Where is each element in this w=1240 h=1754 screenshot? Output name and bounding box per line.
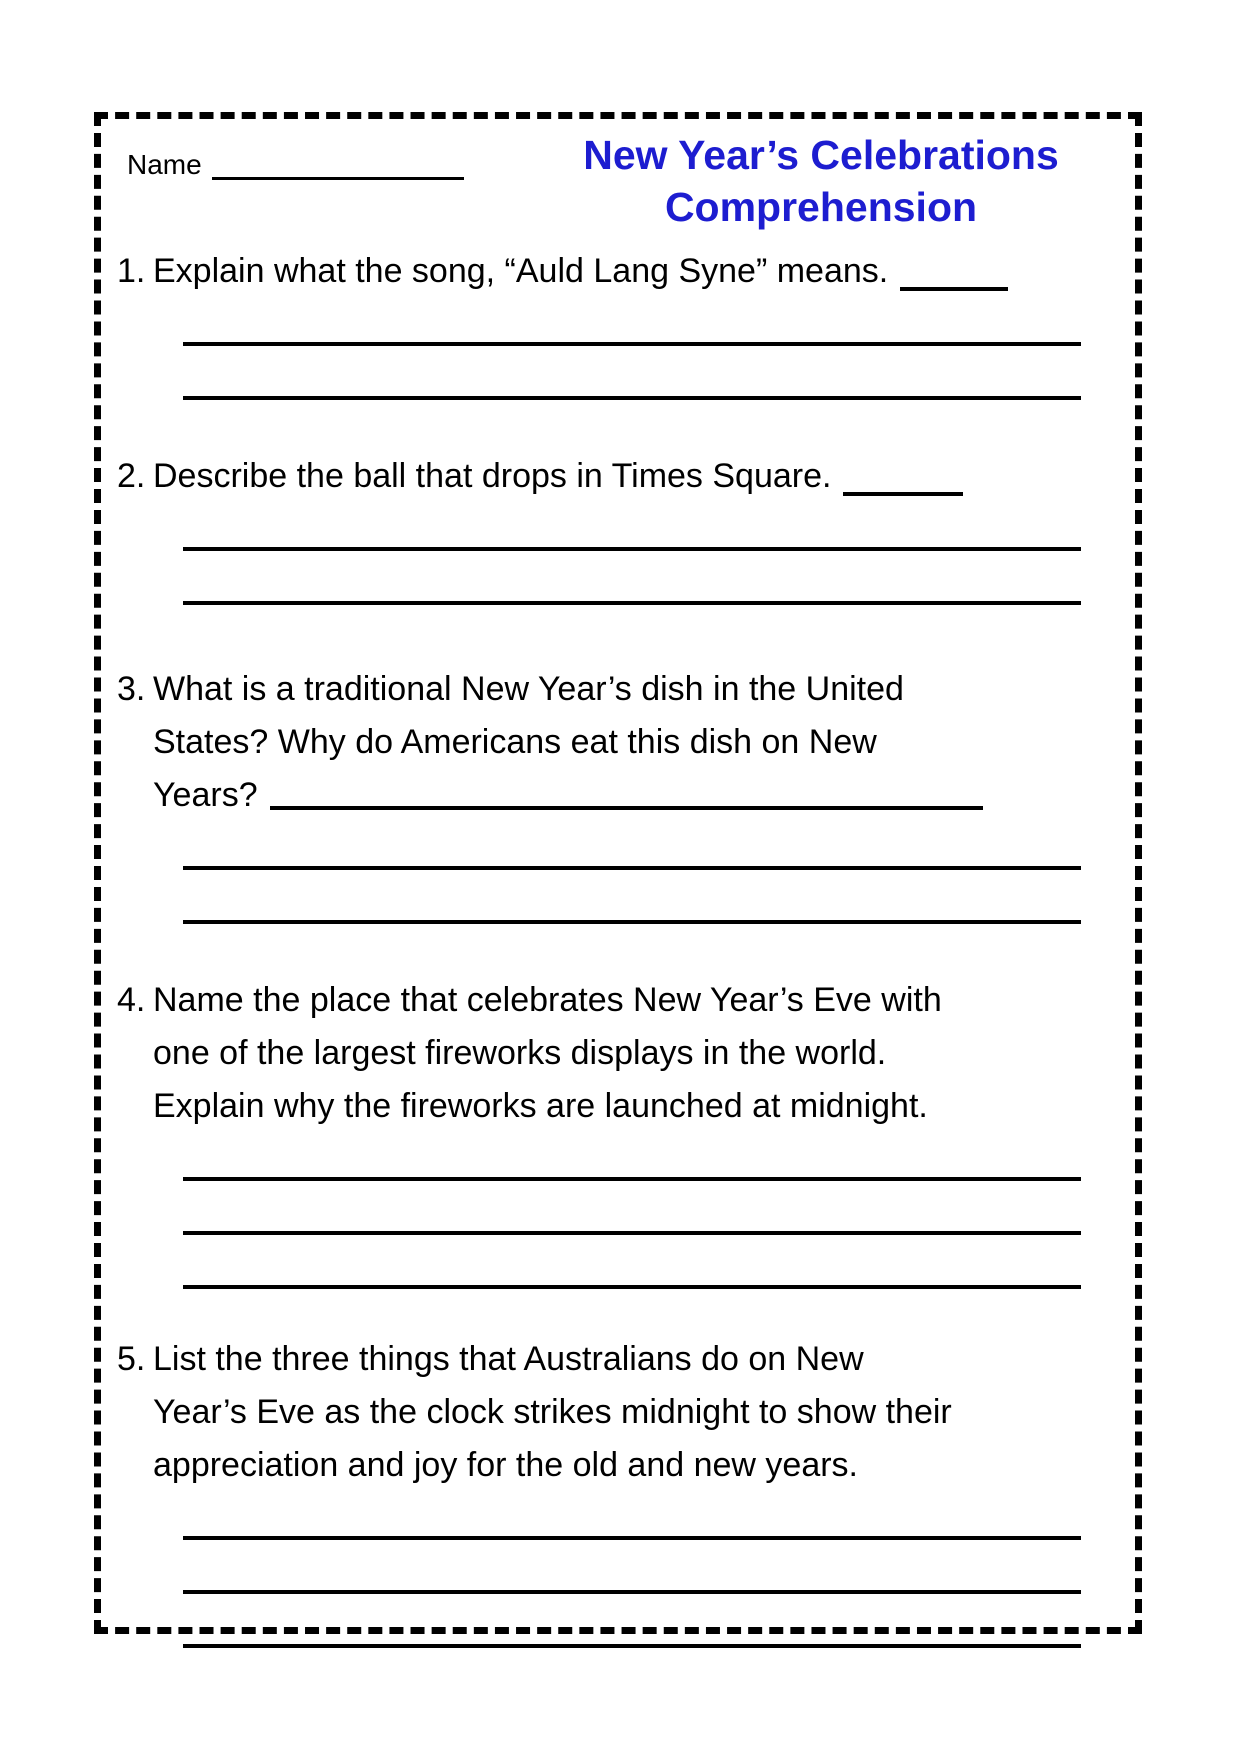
question-text-lines xyxy=(153,974,1105,1133)
name-label: Name xyxy=(127,149,202,180)
worksheet-title-line2: Comprehension xyxy=(664,184,978,230)
question-list xyxy=(115,245,1121,1648)
answer-line xyxy=(183,1492,1081,1540)
question-text: Explain what the song, “Auld Lang Syne” means. xyxy=(153,252,889,290)
question-text: one of the largest fireworks displays in the world. xyxy=(153,1034,887,1072)
question-text-lines xyxy=(153,450,1105,503)
question-text: What is a traditional New Year’s dish in the United xyxy=(153,670,904,708)
question-text-line xyxy=(153,245,1105,298)
answer-line xyxy=(183,1181,1081,1235)
question xyxy=(115,974,1121,1289)
answer-line xyxy=(183,870,1081,924)
question-text-line xyxy=(153,769,1105,822)
worksheet-header xyxy=(115,125,1121,237)
question-text-line xyxy=(153,974,1105,1027)
answer-line xyxy=(183,1133,1081,1181)
answer-line xyxy=(183,1594,1081,1648)
worksheet-title-line1: New Year’s Celebrations xyxy=(583,132,1059,178)
question-text: States? Why do Americans eat this dish on New xyxy=(153,723,877,761)
question-text-line xyxy=(153,1027,1105,1080)
question-text-line xyxy=(153,1333,1105,1386)
question xyxy=(115,1333,1121,1648)
question-text-line xyxy=(153,1386,1105,1439)
name-row xyxy=(127,149,464,181)
answer-lines xyxy=(153,503,1105,605)
question-text-lines xyxy=(153,1333,1105,1492)
worksheet-title xyxy=(521,129,1121,233)
answer-line xyxy=(183,822,1081,870)
answer-line xyxy=(183,1540,1081,1594)
question-text: List the three things that Australians do on New xyxy=(153,1340,864,1378)
question-number: 2. xyxy=(117,457,146,495)
question-text: appreciation and joy for the old and new years. xyxy=(153,1446,859,1484)
answer-line xyxy=(183,346,1081,400)
question-number: 5. xyxy=(117,1340,146,1378)
question-text-line xyxy=(153,716,1105,769)
question-text: Year’s Eve as the clock strikes midnight to show their xyxy=(153,1393,952,1431)
answer-line xyxy=(183,551,1081,605)
question-text-line xyxy=(153,1080,1105,1133)
answer-lines xyxy=(153,822,1105,924)
answer-line xyxy=(183,298,1081,346)
question-text-lines xyxy=(153,245,1105,298)
name-blank-line xyxy=(212,151,464,180)
question-text-line xyxy=(153,663,1105,716)
question-text: Explain why the fireworks are launched at midnight. xyxy=(153,1087,928,1125)
answer-line xyxy=(183,503,1081,551)
inline-answer-blank xyxy=(270,806,983,810)
question-text-lines xyxy=(153,663,1105,822)
question-number: 4. xyxy=(117,981,146,1019)
answer-lines xyxy=(153,1133,1105,1289)
answer-lines xyxy=(153,1492,1105,1648)
question-text: Describe the ball that drops in Times Square. xyxy=(153,457,832,495)
question-text-line xyxy=(153,450,1105,503)
question-number: 3. xyxy=(117,670,146,708)
answer-lines xyxy=(153,298,1105,400)
question xyxy=(115,245,1121,400)
question-text: Name the place that celebrates New Year’s Eve with xyxy=(153,981,942,1019)
inline-answer-blank xyxy=(900,257,1008,291)
inline-answer-blank xyxy=(843,462,963,496)
question xyxy=(115,450,1121,605)
answer-line xyxy=(183,1235,1081,1289)
question-text: Years? xyxy=(153,776,258,814)
worksheet-dashed-border xyxy=(94,112,1142,1634)
question-number: 1. xyxy=(117,252,146,290)
question xyxy=(115,663,1121,924)
question-text-line xyxy=(153,1439,1105,1492)
